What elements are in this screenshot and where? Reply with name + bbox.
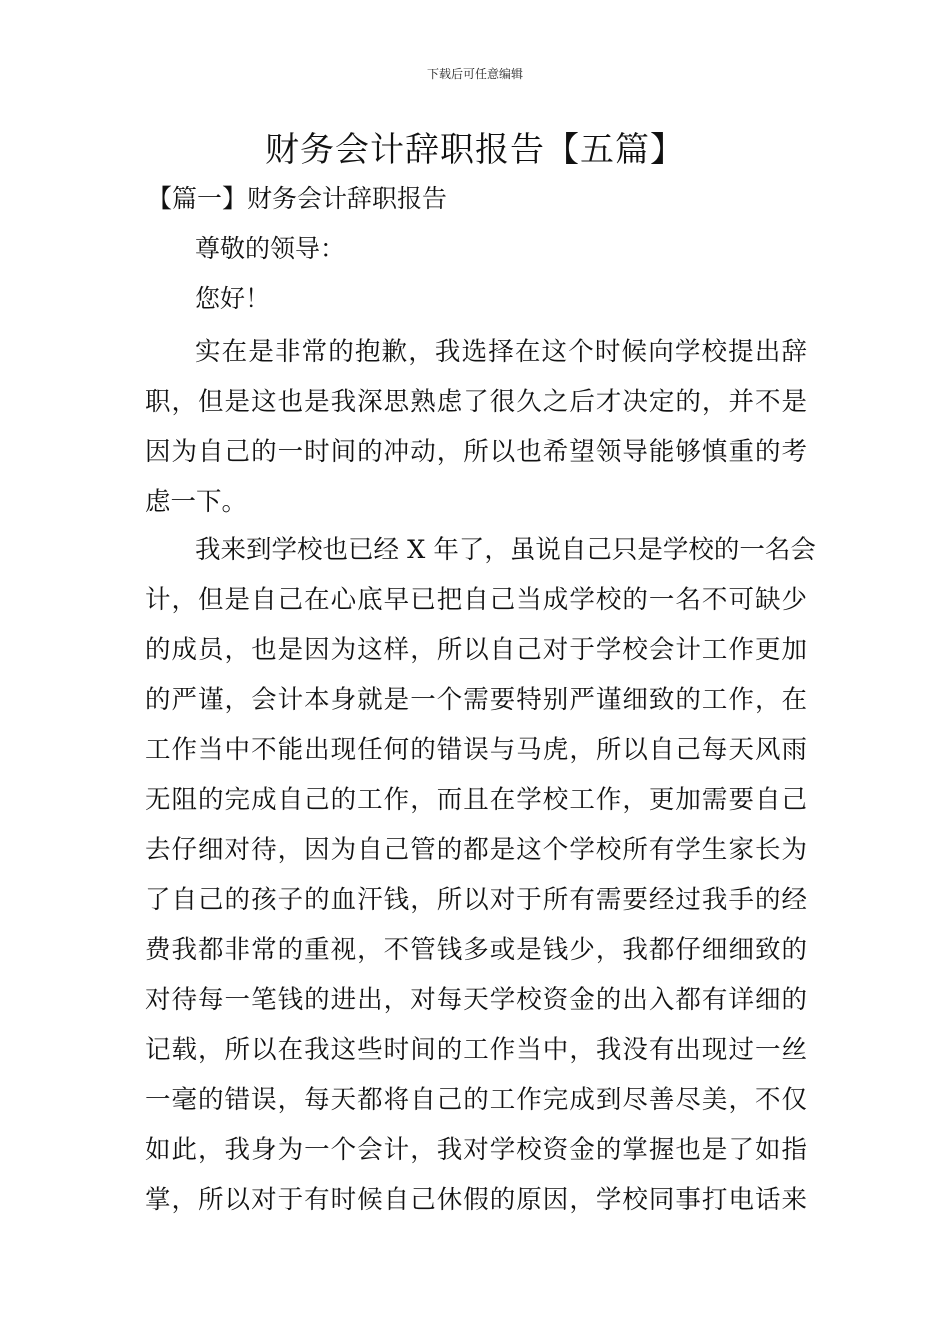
header-note: 下载后可任意编辑 (426, 67, 523, 81)
paragraph-line: 的成员，也是因为这样，所以自己对于学校会计工作更加 (145, 635, 807, 665)
paragraph-line: 费我都非常的重视，不管钱多或是钱少，我都仔细细致的 (145, 935, 807, 965)
paragraph-line: 工作当中不能出现任何的错误与马虎，所以自己每天风雨 (145, 735, 807, 765)
salutation: 尊敬的领导： (195, 234, 346, 263)
document-title: 财务会计辞职报告【五篇】 (265, 130, 685, 170)
paragraph-line: 了自己的孩子的血汗钱，所以对于所有需要经过我手的经 (145, 885, 807, 915)
paragraph-line: 计，但是自己在心底早已把自己当成学校的一名不可缺少 (145, 585, 807, 615)
paragraph-line: 职，但是这也是我深思熟虑了很久之后才决定的，并不是 (145, 387, 807, 417)
paragraph-line: 如此，我身为一个会计，我对学校资金的掌握也是了如指 (145, 1135, 807, 1165)
paragraph-line: 去仔细对待，因为自己管的都是这个学校所有学生家长为 (145, 835, 807, 865)
paragraph-line: 实在是非常的抱歉，我选择在这个时候向学校提出辞 (195, 337, 807, 367)
section-heading: 【篇一】财务会计辞职报告 (147, 184, 448, 213)
body-paragraph (145, 525, 816, 1225)
paragraph-line: 一毫的错误，每天都将自己的工作完成到尽善尽美，不仅 (145, 1085, 807, 1115)
paragraph-line: 的严谨，会计本身就是一个需要特别严谨细致的工作，在 (145, 685, 807, 715)
greeting: 您好！ (195, 284, 271, 313)
paragraph-line: 对待每一笔钱的进出，对每天学校资金的出入都有详细的 (145, 985, 807, 1015)
paragraph-line: 我来到学校也已经 X 年了，虽说自己只是学校的一名会 (195, 535, 816, 565)
body-paragraph (145, 327, 807, 527)
paragraph-line: 因为自己的一时间的冲动，所以也希望领导能够慎重的考 (145, 437, 807, 467)
paragraph-line: 无阻的完成自己的工作，而且在学校工作，更加需要自己 (145, 785, 807, 815)
paragraph-line: 虑一下。 (145, 487, 248, 517)
paragraph-line: 记载，所以在我这些时间的工作当中，我没有出现过一丝 (145, 1035, 807, 1065)
paragraph-line: 掌，所以对于有时候自己休假的原因，学校同事打电话来 (145, 1185, 807, 1215)
